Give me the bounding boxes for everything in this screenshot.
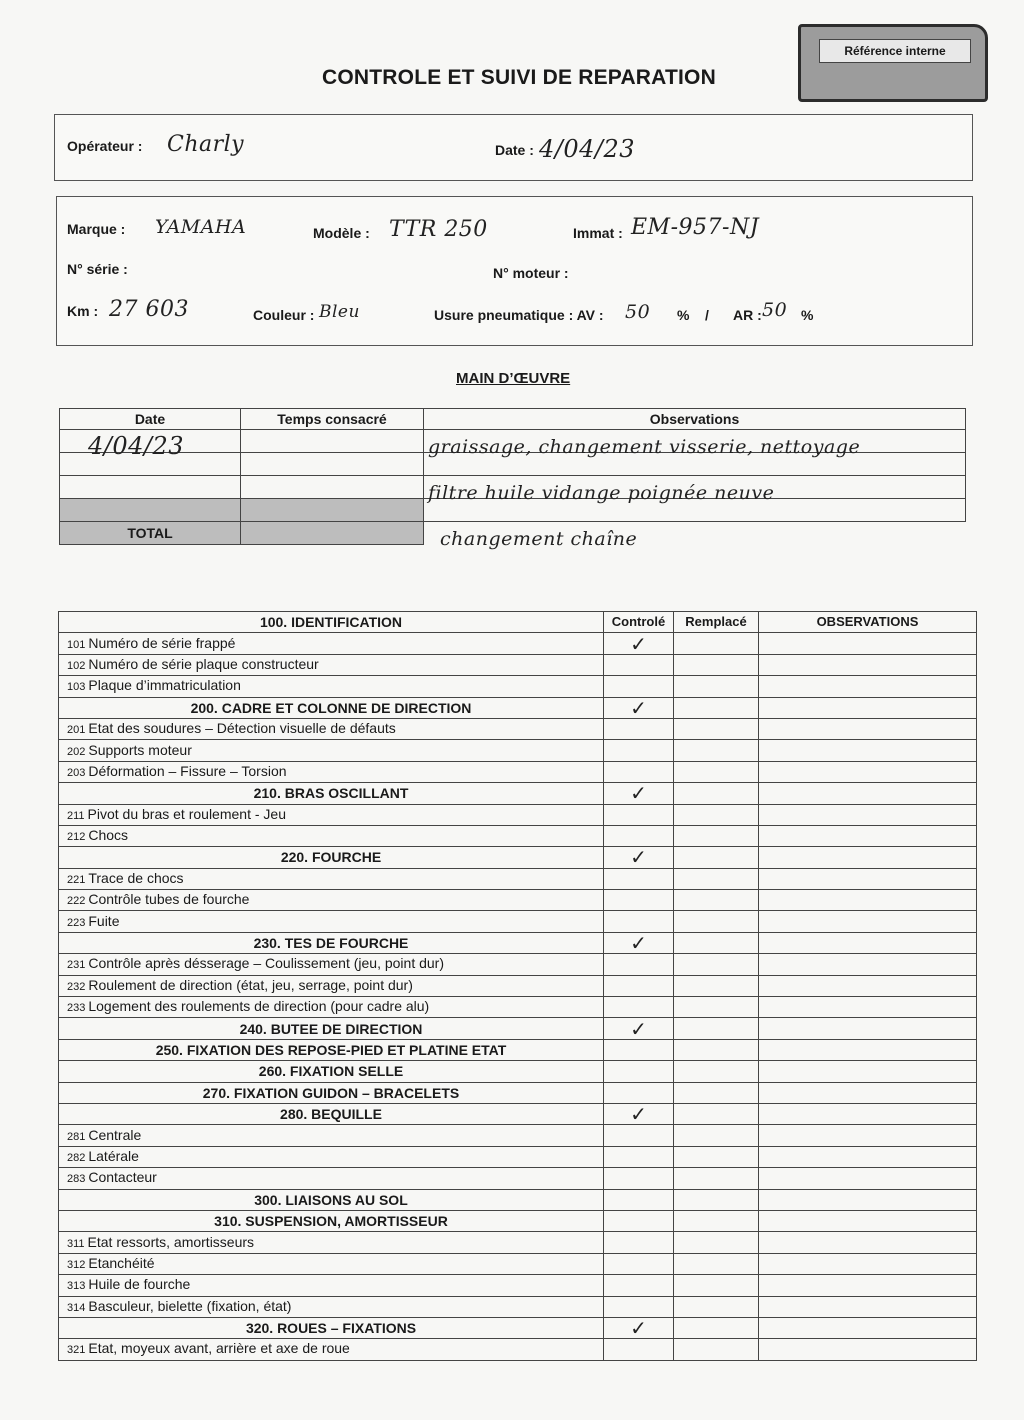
item-number: 102 <box>67 659 86 672</box>
controle-cell <box>604 1082 674 1103</box>
item-label <box>59 1146 604 1167</box>
section-label: 250. FIXATION DES REPOSE-PIED ET PLATINE ETAT <box>59 1039 604 1060</box>
remplace-header: Remplacé <box>674 612 759 633</box>
remplace-cell <box>674 890 759 911</box>
date-value: 4/04/23 <box>539 135 636 163</box>
remplace-cell <box>674 932 759 953</box>
observation-cell <box>759 1189 977 1210</box>
item-text: Déformation – Fissure – Torsion <box>88 762 287 779</box>
couleur-label: Couleur : <box>253 307 315 323</box>
item-text: Etat, moyeux avant, arrière et axe de roue <box>88 1340 350 1357</box>
remplace-cell <box>674 1125 759 1146</box>
observation-cell <box>759 1317 977 1338</box>
operator-label: Opérateur : <box>67 138 143 154</box>
operator-value: Charly <box>167 132 245 157</box>
modele-label: Modèle : <box>313 225 370 241</box>
section-label: 210. BRAS OSCILLANT <box>59 783 604 804</box>
remplace-cell <box>674 954 759 975</box>
immat-label: Immat : <box>573 225 623 241</box>
controle-cell <box>604 1125 674 1146</box>
form-title: CONTROLE ET SUIVI DE REPARATION <box>322 66 716 89</box>
table-header-row <box>60 409 966 430</box>
item-label <box>59 676 604 697</box>
observation-cell <box>759 804 977 825</box>
table-row <box>59 975 977 996</box>
remplace-cell <box>674 1317 759 1338</box>
remplace-cell <box>674 1339 759 1360</box>
couleur-value: Bleu <box>319 302 360 322</box>
controle-cell <box>604 931 674 956</box>
controle-cell <box>604 783 674 804</box>
controle-cell <box>604 1316 674 1341</box>
date-header: Date <box>60 409 241 430</box>
remplace-cell <box>674 975 759 996</box>
table-row <box>59 1168 977 1189</box>
table-row <box>59 890 977 911</box>
item-label <box>59 1339 604 1360</box>
item-label <box>59 654 604 675</box>
item-text: Supports moteur <box>88 741 192 758</box>
item-number: 201 <box>67 724 86 737</box>
check-mark-icon: ✓ <box>630 695 647 720</box>
table-row <box>59 761 977 782</box>
controle-cell <box>604 1210 674 1231</box>
controle-cell <box>604 1039 674 1060</box>
item-text: Centrale <box>88 1126 142 1143</box>
av-value: 50 <box>625 301 651 323</box>
serie-label: N° série : <box>67 261 128 277</box>
controle-cell <box>604 1018 674 1039</box>
observation-cell <box>759 1253 977 1274</box>
item-label <box>59 718 604 739</box>
item-label <box>59 1125 604 1146</box>
remplace-cell <box>674 676 759 697</box>
item-text: Pivot du bras et roulement - Jeu <box>87 805 286 822</box>
table-row <box>59 1339 977 1360</box>
observation-cell <box>759 676 977 697</box>
item-text: Logement des roulements de direction (pour cadre alu) <box>88 998 430 1015</box>
controle-cell <box>604 1189 674 1210</box>
item-label <box>59 1253 604 1274</box>
observations-header: Observations <box>424 409 966 430</box>
item-label <box>59 825 604 846</box>
km-value: 27 603 <box>109 297 189 322</box>
item-number: 282 <box>67 1151 86 1164</box>
remplace-cell <box>674 868 759 889</box>
item-number: 222 <box>67 895 86 908</box>
observation-cell <box>759 954 977 975</box>
controle-cell <box>604 911 674 932</box>
ar-label: AR : <box>733 307 762 323</box>
main-oeuvre-table <box>59 408 966 545</box>
item-text: Contrôle tubes de fourche <box>88 891 250 908</box>
remplace-cell <box>674 633 759 654</box>
ar-value: 50 <box>762 299 788 321</box>
internal-reference-label: Référence interne <box>819 39 971 63</box>
check-mark-icon: ✓ <box>630 845 647 870</box>
observation-cell <box>759 975 977 996</box>
section-label: 280. BEQUILLE <box>59 1103 604 1124</box>
observation-cell <box>759 697 977 718</box>
section-label: 230. TES DE FOURCHE <box>59 932 604 953</box>
observation-cell <box>759 825 977 846</box>
section-row <box>59 1103 977 1124</box>
item-number: 321 <box>67 1344 86 1357</box>
table-row <box>59 740 977 761</box>
table-row <box>59 868 977 889</box>
item-number: 101 <box>67 638 86 651</box>
observation-line-3: changement chaîne <box>440 528 638 550</box>
item-number: 212 <box>67 831 86 844</box>
controle-cell <box>604 697 674 718</box>
observation-cell <box>759 740 977 761</box>
section-label: 310. SUSPENSION, AMORTISSEUR <box>59 1210 604 1231</box>
remplace-cell <box>674 1210 759 1231</box>
section-header: 100. IDENTIFICATION <box>59 612 604 633</box>
item-text: Basculeur, bielette (fixation, état) <box>88 1297 292 1314</box>
item-number: 283 <box>67 1173 86 1186</box>
observation-cell <box>759 997 977 1018</box>
item-text: Latérale <box>88 1147 139 1164</box>
observation-cell <box>759 783 977 804</box>
observation-cell <box>759 633 977 654</box>
item-label <box>59 1296 604 1317</box>
check-mark-icon: ✓ <box>630 1016 647 1041</box>
item-text: Chocs <box>88 827 129 844</box>
observation-cell <box>759 1168 977 1189</box>
internal-reference-box <box>798 24 988 102</box>
item-text: Roulement de direction (état, jeu, serrage, point dur) <box>88 976 413 993</box>
check-mark-icon: ✓ <box>630 1316 647 1341</box>
item-label <box>59 761 604 782</box>
item-number: 233 <box>67 1002 86 1015</box>
table-row <box>59 676 977 697</box>
remplace-cell <box>674 1232 759 1253</box>
controle-cell <box>604 676 674 697</box>
item-text: Contrôle après désserage – Coulissement (jeu, point dur) <box>88 955 444 972</box>
table-row <box>59 654 977 675</box>
remplace-cell <box>674 783 759 804</box>
remplace-cell <box>674 1082 759 1103</box>
item-number: 221 <box>67 873 86 886</box>
observation-cell <box>759 1125 977 1146</box>
item-number: 311 <box>67 1237 85 1250</box>
observation-cell <box>759 1018 977 1039</box>
item-number: 203 <box>67 766 86 779</box>
item-text: Trace de chocs <box>88 869 184 886</box>
modele-value: TTR 250 <box>389 217 488 242</box>
remplace-cell <box>674 1253 759 1274</box>
item-label <box>59 868 604 889</box>
remplace-cell <box>674 1018 759 1039</box>
observation-cell <box>759 718 977 739</box>
observation-cell <box>759 1146 977 1167</box>
remplace-cell <box>674 1168 759 1189</box>
item-label <box>59 740 604 761</box>
section-row <box>59 1039 977 1060</box>
observation-cell <box>759 1339 977 1360</box>
controle-cell <box>604 825 674 846</box>
controle-cell <box>604 890 674 911</box>
controle-cell <box>604 1232 674 1253</box>
remplace-cell <box>674 1275 759 1296</box>
controle-cell <box>604 654 674 675</box>
observation-cell <box>759 847 977 868</box>
marque-value: YAMAHA <box>155 216 247 238</box>
item-number: 223 <box>67 916 86 929</box>
table-row <box>59 997 977 1018</box>
item-label <box>59 997 604 1018</box>
item-text: Huile de fourche <box>88 1276 191 1293</box>
item-text: Contacteur <box>88 1169 157 1186</box>
table-row <box>59 1232 977 1253</box>
table-row <box>59 911 977 932</box>
controle-cell <box>604 1102 674 1127</box>
item-label <box>59 954 604 975</box>
controle-cell <box>604 718 674 739</box>
section-row <box>59 1061 977 1082</box>
usure-label: Usure pneumatique : AV : <box>434 307 604 323</box>
slash: / <box>705 307 709 323</box>
item-text: Fuite <box>88 912 120 929</box>
item-number: 211 <box>67 809 85 822</box>
controle-cell <box>604 1168 674 1189</box>
table-row <box>59 825 977 846</box>
remplace-cell <box>674 997 759 1018</box>
total-label: TOTAL <box>60 522 241 545</box>
table-row <box>59 1296 977 1317</box>
controle-cell <box>604 997 674 1018</box>
item-text: Etat ressorts, amortisseurs <box>87 1233 255 1250</box>
section-label: 300. LIAISONS AU SOL <box>59 1189 604 1210</box>
section-row <box>59 697 977 718</box>
remplace-cell <box>674 911 759 932</box>
item-number: 312 <box>67 1258 86 1271</box>
table-row <box>59 804 977 825</box>
item-number: 281 <box>67 1130 86 1143</box>
item-text: Etanchéité <box>88 1254 155 1271</box>
controle-cell <box>604 954 674 975</box>
section-row <box>59 1210 977 1231</box>
temps-header: Temps consacré <box>241 409 424 430</box>
item-label <box>59 1168 604 1189</box>
item-text: Etat des soudures – Détection visuelle de défauts <box>88 720 396 737</box>
section-row <box>59 1082 977 1103</box>
item-text: Numéro de série plaque constructeur <box>88 655 319 672</box>
table-row <box>59 954 977 975</box>
percent-av: % <box>677 307 690 323</box>
controle-cell <box>604 1253 674 1274</box>
observation-cell <box>759 868 977 889</box>
observation-cell <box>759 1082 977 1103</box>
item-number: 314 <box>67 1301 86 1314</box>
remplace-cell <box>674 804 759 825</box>
remplace-cell <box>674 1189 759 1210</box>
observation-cell <box>759 1296 977 1317</box>
observations-header: OBSERVATIONS <box>759 612 977 633</box>
item-label <box>59 890 604 911</box>
mo-date-value: 4/04/23 <box>88 432 185 460</box>
item-number: 103 <box>67 681 86 694</box>
section-row <box>59 783 977 804</box>
section-row <box>59 932 977 953</box>
table-row <box>59 633 977 654</box>
item-number: 232 <box>67 980 86 993</box>
controle-cell <box>604 633 674 654</box>
observation-line-2: filtre huile vidange poignée neuve <box>428 482 775 504</box>
section-row <box>59 1018 977 1039</box>
checklist-header-row <box>59 612 977 633</box>
item-label <box>59 975 604 996</box>
controle-cell <box>604 1275 674 1296</box>
remplace-cell <box>674 740 759 761</box>
controle-cell <box>604 804 674 825</box>
item-text: Plaque d’immatriculation <box>88 677 241 694</box>
controle-cell <box>604 847 674 868</box>
section-label: 320. ROUES – FIXATIONS <box>59 1317 604 1338</box>
item-number: 202 <box>67 745 86 758</box>
operator-section <box>54 114 973 181</box>
observation-line-1: graissage, changement visserie, nettoyage <box>428 436 861 458</box>
remplace-cell <box>674 1296 759 1317</box>
item-label <box>59 911 604 932</box>
vehicle-section <box>56 196 973 346</box>
controle-cell <box>604 761 674 782</box>
observation-cell <box>759 1039 977 1060</box>
section-row <box>59 847 977 868</box>
check-mark-icon: ✓ <box>630 1102 647 1127</box>
remplace-cell <box>674 1039 759 1060</box>
observation-cell <box>759 761 977 782</box>
remplace-cell <box>674 718 759 739</box>
date-label: Date : <box>495 142 534 158</box>
section-label: 220. FOURCHE <box>59 847 604 868</box>
observation-cell <box>759 890 977 911</box>
observation-cell <box>759 1275 977 1296</box>
observation-cell <box>759 1103 977 1124</box>
check-mark-icon: ✓ <box>630 631 647 656</box>
immat-value: EM-957-NJ <box>631 215 760 240</box>
controle-cell <box>604 868 674 889</box>
section-row <box>59 1189 977 1210</box>
remplace-cell <box>674 847 759 868</box>
item-number: 231 <box>67 959 86 972</box>
item-label <box>59 633 604 654</box>
remplace-cell <box>674 825 759 846</box>
controle-cell <box>604 740 674 761</box>
checklist-table <box>58 611 977 1361</box>
controle-cell <box>604 1146 674 1167</box>
remplace-cell <box>674 1061 759 1082</box>
table-row <box>59 718 977 739</box>
observation-cell <box>759 654 977 675</box>
table-row <box>59 1146 977 1167</box>
section-label: 260. FIXATION SELLE <box>59 1061 604 1082</box>
observation-cell <box>759 1232 977 1253</box>
item-text: Numéro de série frappé <box>88 634 236 651</box>
controle-cell <box>604 1339 674 1360</box>
controle-cell <box>604 1296 674 1317</box>
remplace-cell <box>674 1103 759 1124</box>
section-label: 200. CADRE ET COLONNE DE DIRECTION <box>59 697 604 718</box>
table-row <box>59 1253 977 1274</box>
controle-header: Controlé <box>604 612 674 633</box>
check-mark-icon: ✓ <box>630 931 647 956</box>
moteur-label: N° moteur : <box>493 265 569 281</box>
remplace-cell <box>674 761 759 782</box>
observation-cell <box>759 1061 977 1082</box>
section-row <box>59 1317 977 1338</box>
observation-cell <box>759 1210 977 1231</box>
remplace-cell <box>674 697 759 718</box>
observation-cell <box>759 911 977 932</box>
table-row <box>59 1275 977 1296</box>
item-label <box>59 1275 604 1296</box>
item-number: 313 <box>67 1280 86 1293</box>
controle-cell <box>604 975 674 996</box>
item-label <box>59 1232 604 1253</box>
percent-ar: % <box>801 307 814 323</box>
remplace-cell <box>674 654 759 675</box>
section-label: 240. BUTEE DE DIRECTION <box>59 1018 604 1039</box>
main-oeuvre-title: MAIN D’ŒUVRE <box>456 370 571 387</box>
observation-cell <box>759 932 977 953</box>
item-label <box>59 804 604 825</box>
check-mark-icon: ✓ <box>630 781 647 806</box>
remplace-cell <box>674 1146 759 1167</box>
table-row <box>59 1125 977 1146</box>
controle-cell <box>604 1061 674 1082</box>
km-label: Km : <box>67 303 99 319</box>
section-label: 270. FIXATION GUIDON – BRACELETS <box>59 1082 604 1103</box>
marque-label: Marque : <box>67 221 126 237</box>
